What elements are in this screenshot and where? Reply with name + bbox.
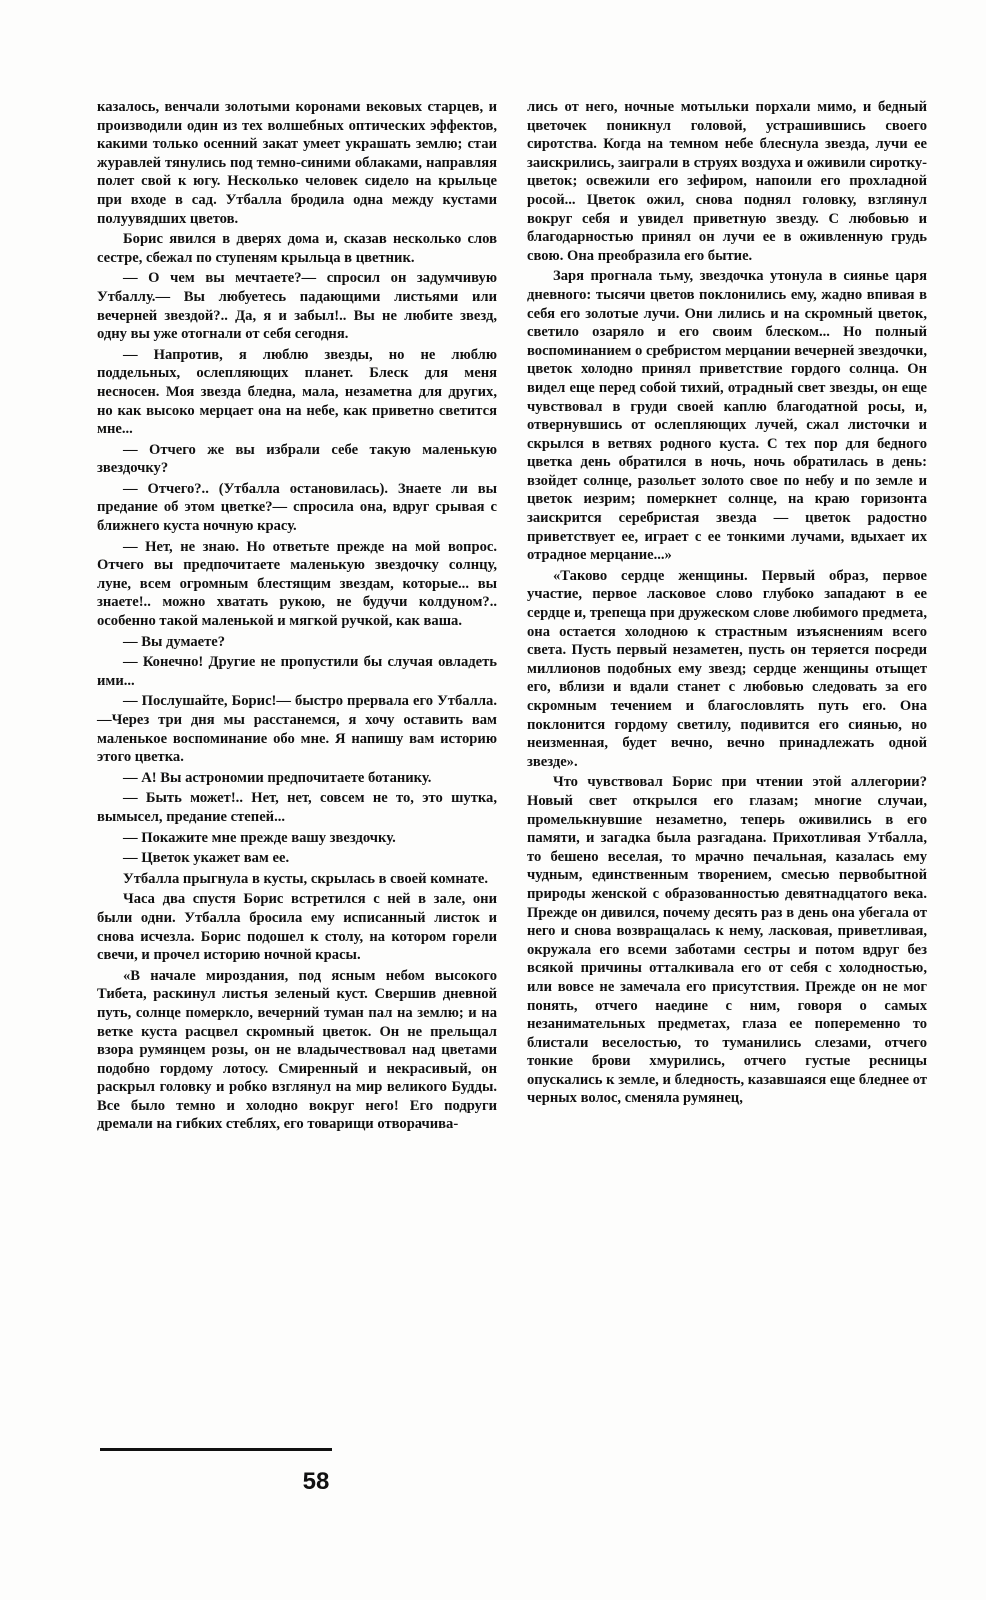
paragraph: — Цветок укажет вам ее. xyxy=(123,850,290,867)
paragraph: казалось, венчали золотыми коронами вековых старцев, и производили один из тех волшебных оптических эффектов, какими только осенний закат умеет украшать землю; стаи журавлей тянулись под темно-синими облаками, направляя полет свой к югу. Несколько человек сидело на крыльце при входе в сад. Утбалла бродила одна между кустами полуувядших цветов. xyxy=(97,99,497,227)
left-text-column xyxy=(97,98,497,1136)
paragraph: Борис явился в дверях дома и, сказав несколько слов сестре, сбежал по ступеням крыльца в цветник. xyxy=(97,231,497,266)
paragraph: — Конечно! Другие не пропустили бы случая овладеть ими... xyxy=(97,654,497,689)
paragraph: Заря прогнала тьму, звездочка утонула в сиянье царя дневного: тысячи цветов поклонились ему, жадно впивая в себя его золотые лучи. Они лились и на скромный цветок, светило озаряло и его своим блеском... Но полный воспоминанием о сребристом мерцании вечерней звездочки, цветок холодно принял приветствие гордого солнца. Он видел еще перед собой тихий, отрадный свет звезды, он еще чувствовал в груди своей каплю благодатной росы, и, отвернувшись от ослепляющих лучей, сжал листочки и скрылся в ветвях родного куста. С тех пор для бедного цветка день обратился в ночь, ночь обратилась в день: взойдет солнце, разольет золото свое по небу и по земле и цветок иезрим; померкнет солнце, на краю горизонта заискрится серебристая звезда — цветок радостно приветствует ее, играет с ее тонкими лучами, вдыхает их отрадное мерцание...» xyxy=(527,268,927,564)
paragraph: лись от него, ночные мотыльки порхали мимо, и бедный цветочек поникнул головой, устрашившись своего сиротства. Когда на темном небе блеснула звезда, лучи ее заискрились, заиграли в струях воздуха и оживили сиротку-цветок; освежили его зефиром, напоили его прохладной росой... Цветок ожил, снова поднял головку, взглянул вокруг себя и увидел приветную звезду. С любовью и благодарностью принял он лучи ее в оживленную грудь свою. Она преобразила его бытие. xyxy=(527,99,927,264)
paragraph: — Напротив, я люблю звезды, но не люблю поддельных, ослепляющих планет. Блеск для меня несносен. Моя звезда бледна, мала, незаметна для других, но как высоко мерцает она на небе, как приветно светится мне... xyxy=(97,346,497,438)
paragraph: — Отчего же вы избрали себе такую маленькую звездочку? xyxy=(97,441,497,477)
paragraph: — О чем вы мечтаете?— спросил он задумчивую Утбаллу.— Вы любуетесь падающими листьями или вечерней звездой?.. Да, я и забыл!.. Вы не любите звезд, одну вы уже отогнали от себя сегодня. xyxy=(97,270,497,343)
paragraph: — Нет, не знаю. Но ответьте прежде на мой вопрос. Отчего вы предпочитаете маленькую звездочку солнцу, луне, всем огромным блестящим звездам, которые... вы знаете!.. можно хватать рукою, не будучи колдуном?.. особенно такой маленькой и мягкой ручкой, как ваша. xyxy=(97,538,497,630)
footnote-rule xyxy=(100,1448,332,1451)
paragraph: — А! Вы астрономии предпочитаете ботанику. xyxy=(123,769,432,786)
paragraph: — Вы думаете? xyxy=(123,633,226,650)
paragraph: «В начале мироздания, под ясным небом высокого Тибета, раскинул листья зеленый куст. Свершив дневной путь, солнце померкло, вечерний туман пал на землю; и на ветке куста расцвел скромный цветок. Он не прельщал взора румянцем розы, он не владычествовал над цветами подобно гордому лотосу. Смиренный и некрасивый, он раскрыл головку и робко взглянул на мир великого Будды. Все было темно и холодно вокруг него! Его подруги дремали на гибких стеблях, его товарищи отворачива- xyxy=(97,967,497,1133)
paragraph: Часа два спустя Борис встретился с ней в зале, они были одни. Утбалла бросила ему исписанный листок и снова исчезла. Борис подошел к столу, на котором горели свечи, и прочел историю ночной красы. xyxy=(97,891,497,964)
paragraph: — Покажите мне прежде вашу звездочку. xyxy=(123,829,396,846)
paragraph: «Таково сердце женщины. Первый образ, первое участие, первое ласковое слово глубоко западают в ее сердце и, трепеща при дружеском слове любимого предмета, она остается холодною к страстным изъяснениям всего света. Пусть первый незаметен, пусть он теряется посреди миллионов подобных ему звезд; сердце женщины отыщет его, вблизи и вдали станет с любовью следовать за его скромным течением и благословлять путь его. Она поклонится гордому светилу, подивится его сиянью, но неизменная, будет вечно, вечно принадлежать одной звезде». xyxy=(527,567,927,770)
page-number: 58 xyxy=(302,1468,330,1495)
right-text-column xyxy=(527,98,927,1110)
paragraph: — Быть может!.. Нет, нет, совсем не то, это шутка, вымысел, предание степей... xyxy=(97,790,497,825)
paragraph: — Послушайте, Борис!— быстро прервала его Утбалла.—Через три дня мы расстанемся, я хочу оставить вам маленькое воспоминание обо мне. Я напишу вам историю этого цветка. xyxy=(97,693,497,766)
paragraph: — Отчего?.. (Утбалла остановилась). Знаете ли вы предание об этом цветке?— спросила она, вдруг срывая с ближнего куста ночную красу. xyxy=(97,480,497,535)
paragraph: Утбалла прыгнула в кусты, скрылась в своей комнате. xyxy=(123,870,488,887)
paragraph: Что чувствовал Борис при чтении этой аллегории? Новый свет открылся его глазам; многие случаи, промелькнувшие незаметно, теперь оживились в его памяти, и загадка была разгадана. Прихотливая Утбалла, то бешено веселая, то мрачно печальная, казалась ему чудным, единственным творением, смесью первобытной природы женской с образованностью девятнадцатого века. Прежде он дивился, почему десять раз в день она убегала от него и снова возвращалась к нему, ласковая, приветливая, окружала его всеми заботами сестры и потом вдруг без всякой причины отталкивала его от себя с холодностью, или вовсе не замечала его присутствия. Прежде он не мог понять, отчего наедине с ним, говоря о самых незанимательных предметах, глаза ее попеременно то блистали веселостью, то туманились слезами, отчего тонкие брови хмурились, отчего густые ресницы опускались к земле, и бледность, казавшаяся еще бледнее от черных волос, сменяла румянец, xyxy=(527,774,927,1107)
